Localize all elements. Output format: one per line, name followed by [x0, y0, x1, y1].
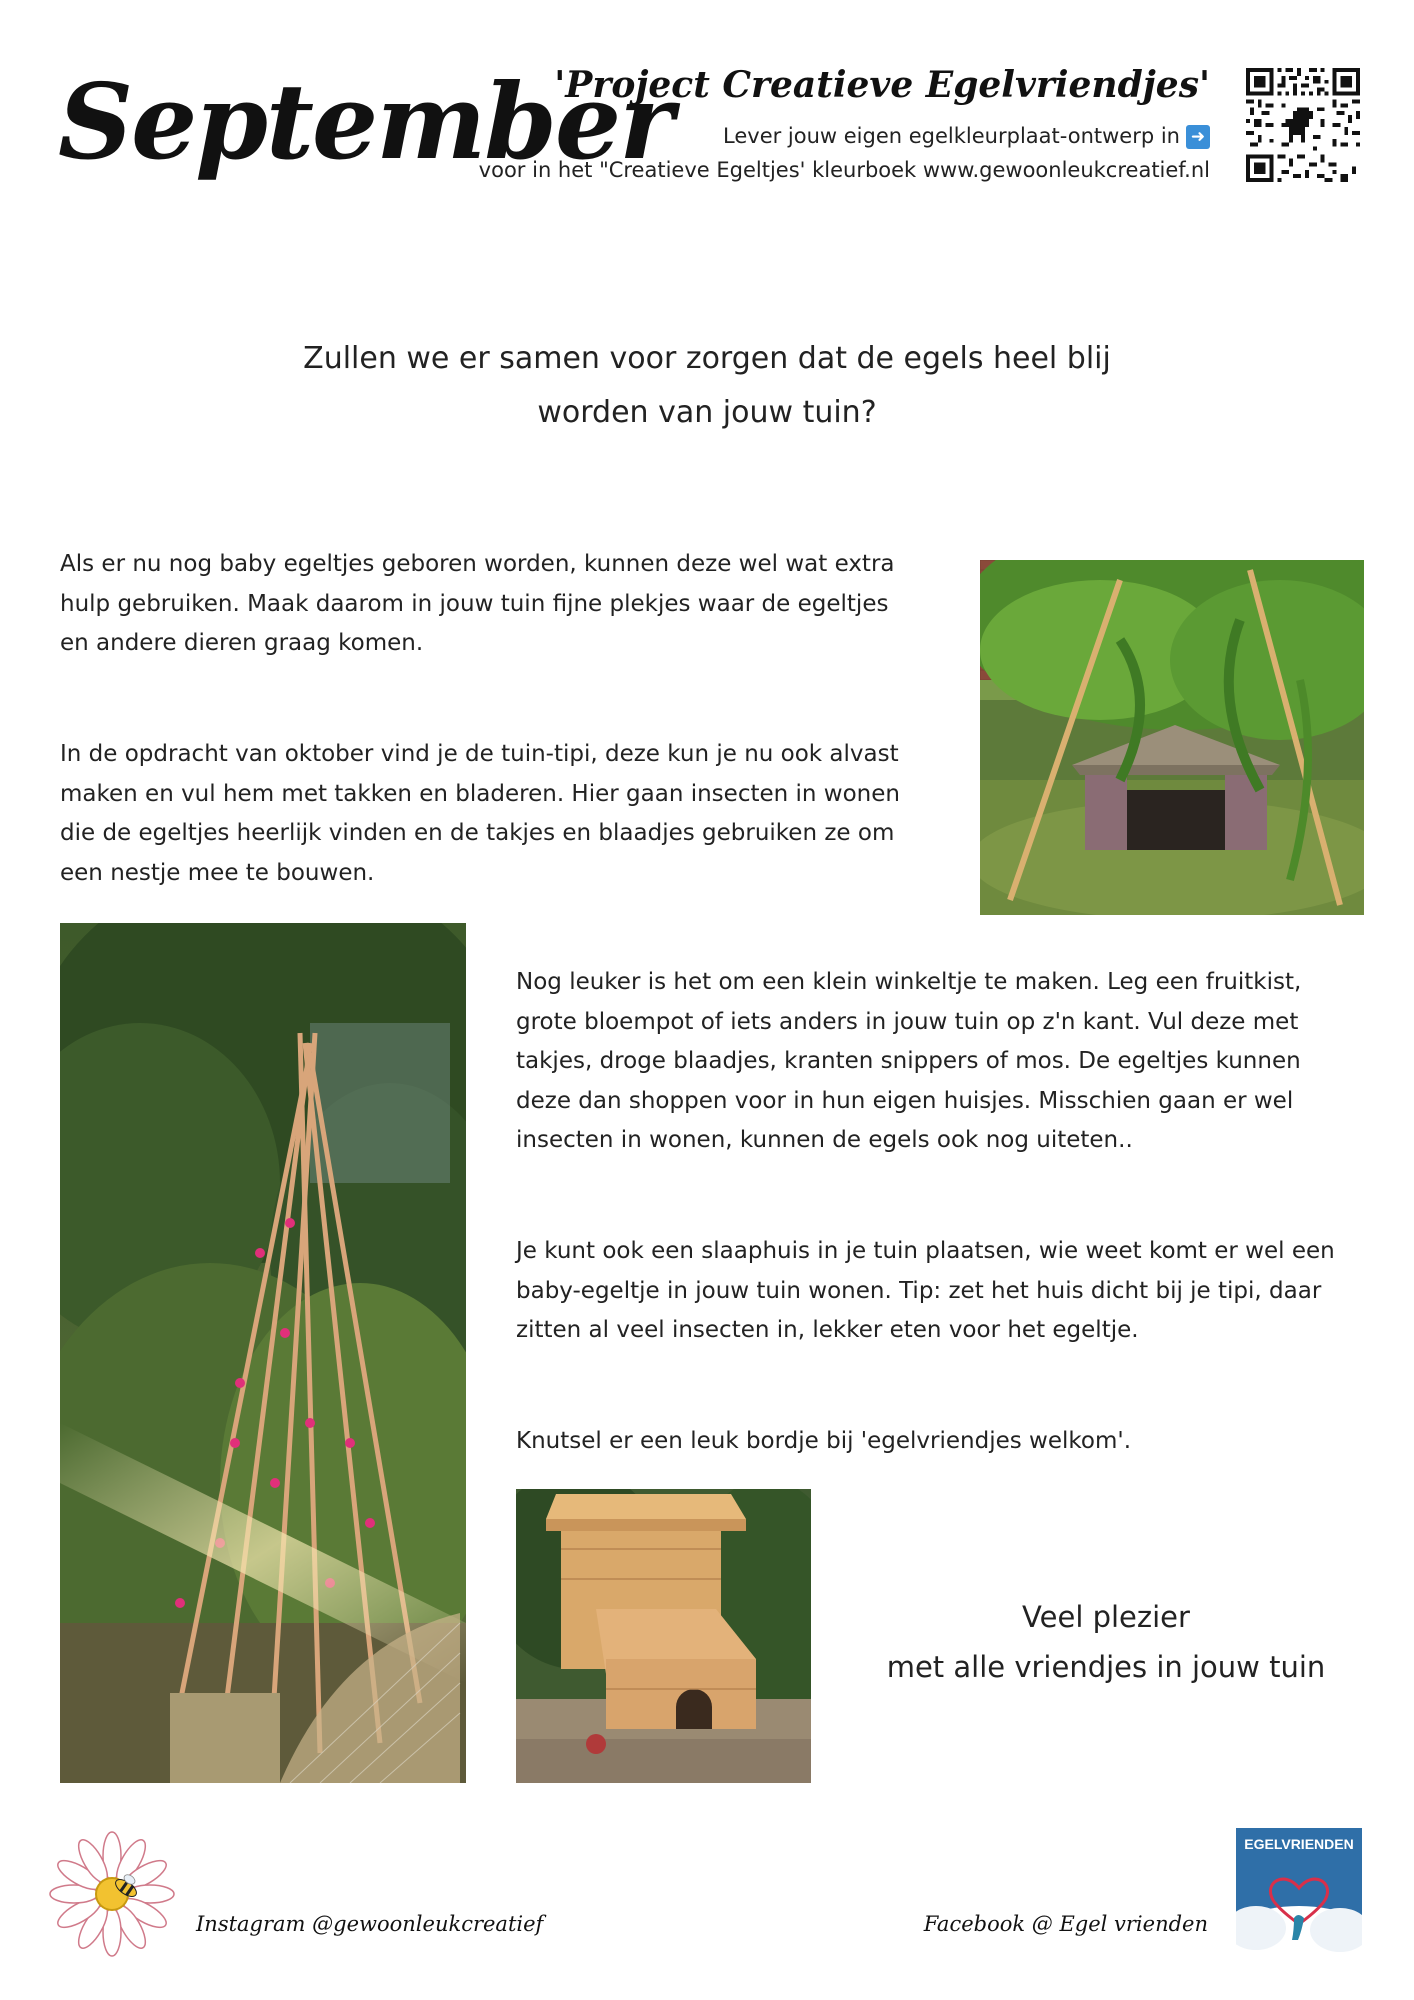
- project-title: 'Project Creatieve Egelvriendjes': [554, 64, 1210, 106]
- instagram-handle[interactable]: Instagram @gewoonleukcreatief: [196, 1912, 544, 1936]
- paragraph-tuin-tipi: In de opdracht van oktober vind je de tuin-tipi, deze kun je nu ook alvast maken en vul hem met takken en bladeren. Hier gaan insecten in wonen die de egeltjes heerlijk vinden en de takjes en blaadjes gebruiken ze om een nestje mee te bouwen.: [60, 741, 900, 886]
- closing-line-2: met alle vriendjes in jouw tuin: [886, 1650, 1326, 1684]
- closing-message: [880, 1592, 1332, 1692]
- photo-wooden-hedgehog-house: [516, 1489, 811, 1783]
- project-line-1-text: Lever jouw eigen egelkleurplaat-ontwerp in: [723, 124, 1180, 148]
- project-line-2: voor in het "Creatieve Egeltjes' kleurboek www.gewoonleukcreatief.nl: [478, 158, 1210, 182]
- paragraph-slaaphuis: Je kunt ook een slaaphuis in je tuin plaatsen, wie weet komt er wel een baby-egeltje in jouw tuin wonen. Tip: zet het huis dicht bij je tipi, daar zitten al veel insecten in, lekker eten voor het egeltje.: [516, 1238, 1335, 1343]
- arrow-right-icon: ➜: [1186, 125, 1210, 149]
- qr-code-icon[interactable]: [1246, 68, 1360, 182]
- page-title-month: September: [58, 60, 672, 183]
- egelvrienden-logo[interactable]: [1236, 1828, 1362, 1954]
- project-line-1: [723, 124, 1210, 149]
- photo-tipi-with-hedgehog-house: [980, 560, 1364, 915]
- heart-icon: [1236, 1858, 1362, 1954]
- intro-question-line-1: Zullen we er samen voor zorgen dat de egels heel blij: [303, 341, 1111, 376]
- closing-line-1: Veel plezier: [1022, 1600, 1190, 1634]
- intro-question: [200, 332, 1214, 440]
- daisy-icon: [48, 1830, 176, 1958]
- photo-garden-tipi-with-flowers: [60, 923, 466, 1783]
- intro-question-line-2: worden van jouw tuin?: [537, 395, 877, 430]
- paragraph-baby-egeltjes: Als er nu nog baby egeltjes geboren worden, kunnen deze wel wat extra hulp gebruiken. Maak daarom in jouw tuin fijne plekjes waar de egeltjes en andere dieren graag komen.: [60, 551, 895, 656]
- paragraph-bordje: Knutsel er een leuk bordje bij 'egelvriendjes welkom'.: [516, 1428, 1132, 1454]
- logo-text: EGELVRIENDEN: [1244, 1836, 1354, 1852]
- paragraph-winkeltje: Nog leuker is het om een klein winkeltje te maken. Leg een fruitkist, grote bloempot of iets anders in jouw tuin op z'n kant. Vul deze met takjes, droge blaadjes, kranten snippers of mos. De egeltjes kunnen deze dan shoppen voor in hun eigen huisjes. Misschien gaan er wel insecten in wonen, kunnen de egels ook nog uiteten..: [516, 969, 1302, 1153]
- facebook-handle[interactable]: Facebook @ Egel vrienden: [923, 1912, 1208, 1936]
